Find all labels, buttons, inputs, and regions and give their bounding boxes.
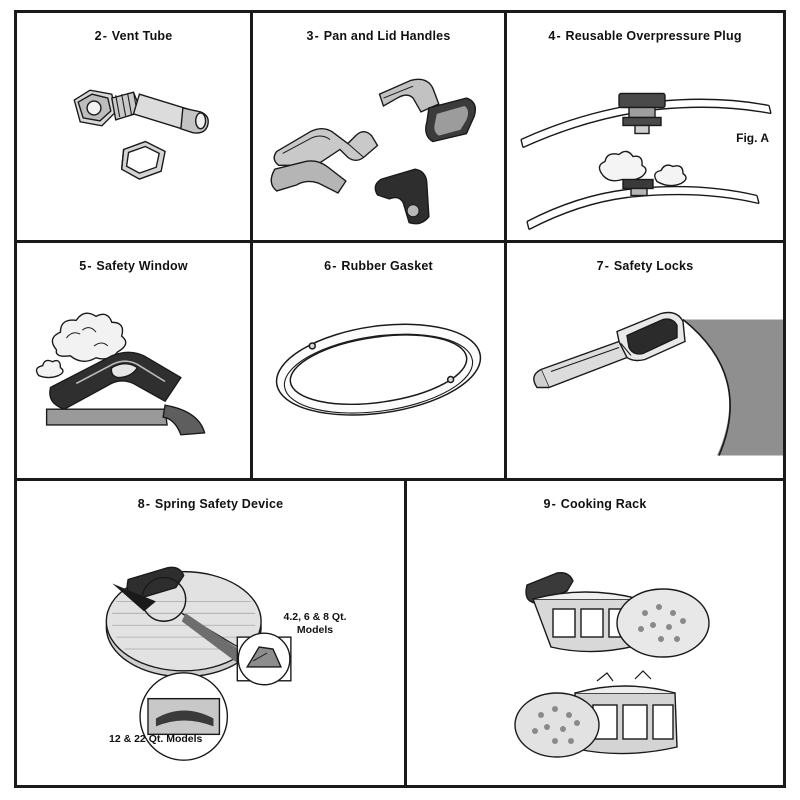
diagram-row-1 (17, 13, 783, 243)
fig-a-label: Fig. A (736, 131, 769, 145)
spring-model-label-small: 4.2, 6 & 8 Qt. Models (283, 611, 347, 637)
cell-caption (17, 497, 404, 512)
cell-number: 5 (79, 259, 87, 273)
cell-label: Cooking Rack (560, 497, 647, 511)
cell-number: 8 (137, 497, 145, 511)
cell-dash: - (87, 259, 92, 273)
rubber-gasket-illustration (253, 283, 504, 478)
cell-label: Safety Window (96, 259, 188, 273)
cell-caption (507, 29, 783, 44)
cell-dash: - (604, 259, 610, 273)
cell-label: Pan and Lid Handles (323, 29, 451, 43)
cell-caption (253, 29, 504, 44)
diagram-row-2 (17, 243, 783, 481)
cell-safety-window[interactable] (17, 243, 253, 481)
cell-label: Safety Locks (613, 259, 694, 273)
cell-label: Spring Safety Device (154, 497, 284, 511)
parts-diagram-sheet (14, 10, 786, 788)
cell-caption (407, 497, 783, 512)
cell-label: Rubber Gasket (341, 259, 433, 273)
diagram-row-3 (17, 481, 783, 785)
safety-locks-illustration (507, 283, 783, 478)
cell-number: 7 (596, 259, 604, 273)
pan-and-lid-handles-illustration (253, 53, 504, 240)
cell-dash: - (551, 497, 557, 511)
cell-label: Reusable Overpressure Plug (565, 29, 742, 43)
cell-number: 4 (548, 29, 556, 43)
cell-number: 6 (324, 259, 332, 273)
cell-caption (17, 29, 250, 44)
cell-dash: - (556, 29, 561, 43)
cooking-rack-illustration (407, 521, 783, 785)
cell-pan-and-lid-handles[interactable] (253, 13, 507, 243)
cell-number: 9 (543, 497, 551, 511)
cell-vent-tube[interactable] (17, 13, 253, 243)
cell-dash: - (145, 497, 151, 511)
cell-caption (253, 259, 504, 274)
cell-dash: - (102, 29, 108, 43)
cell-caption (17, 259, 250, 274)
cell-safety-locks[interactable] (507, 243, 783, 481)
cell-rubber-gasket[interactable] (253, 243, 507, 481)
cell-spring-safety-device[interactable] (17, 481, 407, 785)
overpressure-plug-illustration (507, 53, 783, 240)
cell-cooking-rack[interactable] (407, 481, 783, 785)
vent-tube-illustration (17, 53, 250, 240)
cell-number: 3 (306, 29, 314, 43)
spring-model-label-large: 12 & 22 Qt. Models (109, 733, 203, 745)
cell-caption (507, 259, 783, 274)
cell-dash: - (314, 29, 320, 43)
cell-number: 2 (94, 29, 102, 43)
cell-dash: - (332, 259, 337, 273)
cell-overpressure-plug[interactable] (507, 13, 783, 243)
cell-label: Vent Tube (111, 29, 173, 43)
safety-window-illustration (17, 283, 250, 478)
